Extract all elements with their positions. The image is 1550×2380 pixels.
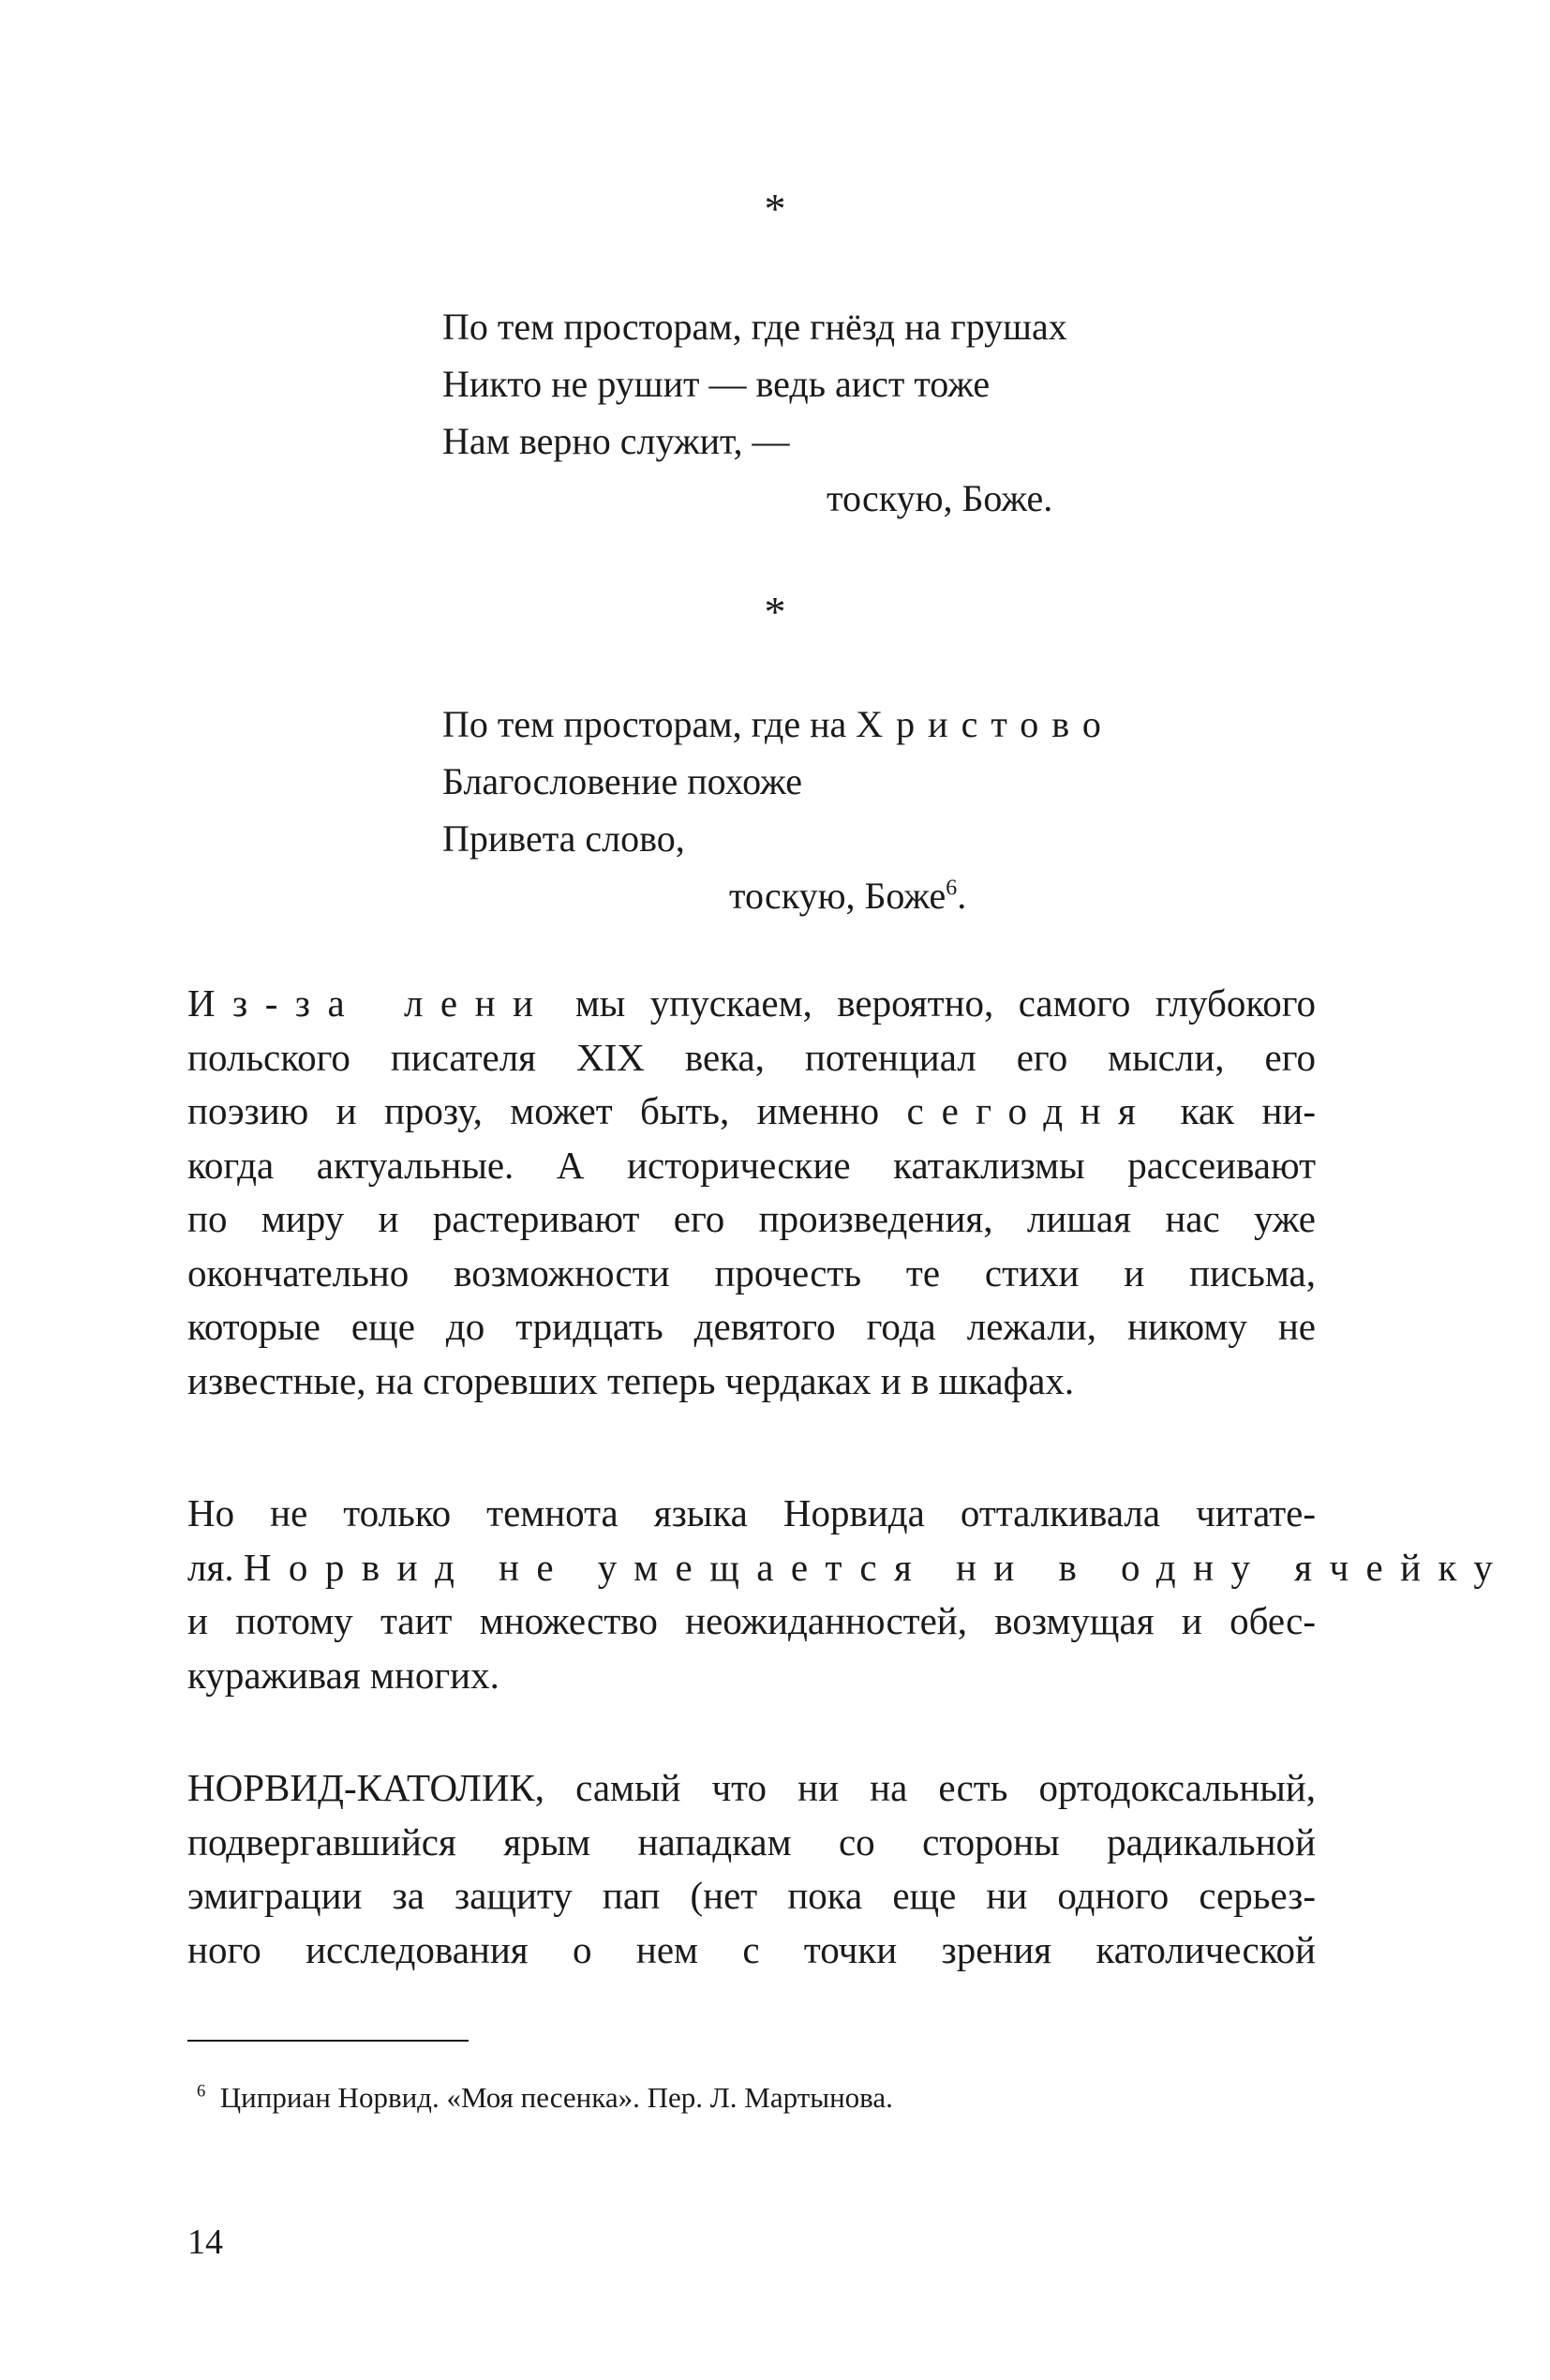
text-span: поэзию и прозу, может быть, именно [187,1089,907,1132]
text-line: подвергавшийся ярым нападкам со стороны радикальной [187,1819,1316,1864]
verse-text: тоскую, Боже [729,875,946,917]
footnote-rule [187,2040,469,2042]
text-line: известные, на сгоревших теперь чердаках и в шкафах. [187,1358,1075,1402]
section-divider [0,187,1550,231]
text-line [187,977,1316,1031]
footnote [197,2079,893,2117]
spaced-emphasis: сегодня [906,1089,1154,1132]
text-line: польского писателя XIX века, потенциал его мысли, его [187,1035,1316,1079]
text-line: когда актуальные. А исторические катаклизмы рассеивают [187,1143,1316,1187]
text-line [187,1085,1316,1139]
spaced-emphasis: Из-за лени [187,981,551,1025]
text-line: кураживая многих. [187,1653,499,1697]
spaced-emphasis: Христово [856,703,1114,745]
text-span: ля. [187,1545,244,1589]
verse-line: Привета слово, [442,817,685,860]
text-line: и потому таит множество неожиданностей, возмущая и обес- [187,1599,1316,1642]
footnote-ref: 6 [946,876,958,901]
paragraph-1 [187,977,1316,1408]
verse-text: По тем просторам, где на [442,703,857,745]
text-line: которые еще до тридцать девятого года лежали, никому не [187,1305,1316,1348]
verse-line: По тем просторам, где гнёзд на грушах [442,306,1067,348]
verse-stanza-1 [442,298,1067,527]
spaced-emphasis: Норвид не умещается ни в одну ячейку [243,1545,1511,1589]
footnote-number: 6 [197,2081,206,2102]
verse-line: Благословение похоже [442,760,803,802]
paragraph-3 [187,1761,1316,1977]
section-divider [0,588,1550,636]
verse-line [442,867,1114,924]
verse-line: Никто не рушит — ведь аист тоже [442,363,991,405]
text-line: эмиграции за защиту пап (нет пока еще ни одного серьез- [187,1874,1316,1917]
asterisk: * [764,185,786,232]
text-line: по миру и растеривают его произведения, лишая нас уже [187,1197,1316,1240]
verse-line: Нам верно служит, — [442,420,790,462]
footnote-text: Циприан Норвид. «Моя песенка». Пер. Л. Мартынова. [219,2081,893,2114]
text-line: Но не только темнота языка Норвида отталкивала читате- [187,1491,1316,1534]
verse-text: . [957,875,967,917]
text-line: ного исследования о нем с точки зрения католической [187,1927,1316,1971]
text-line [187,1541,1511,1595]
page-number: 14 [187,2223,223,2262]
text-line: НОРВИД-КАТОЛИК, самый что ни на есть ортодоксальный, [187,1766,1316,1809]
text-span: как ни- [1153,1089,1316,1132]
paragraph-2 [187,1487,1511,1702]
asterisk: * [764,588,786,636]
text-line: окончательно возможности прочесть те стихи и письма, [187,1250,1316,1295]
verse-line: тоскую, Боже. [827,477,1053,519]
verse-line [442,696,1114,753]
text-span: мы упускаем, вероятно, самого глубокого [550,981,1316,1025]
verse-stanza-2 [442,696,1114,924]
